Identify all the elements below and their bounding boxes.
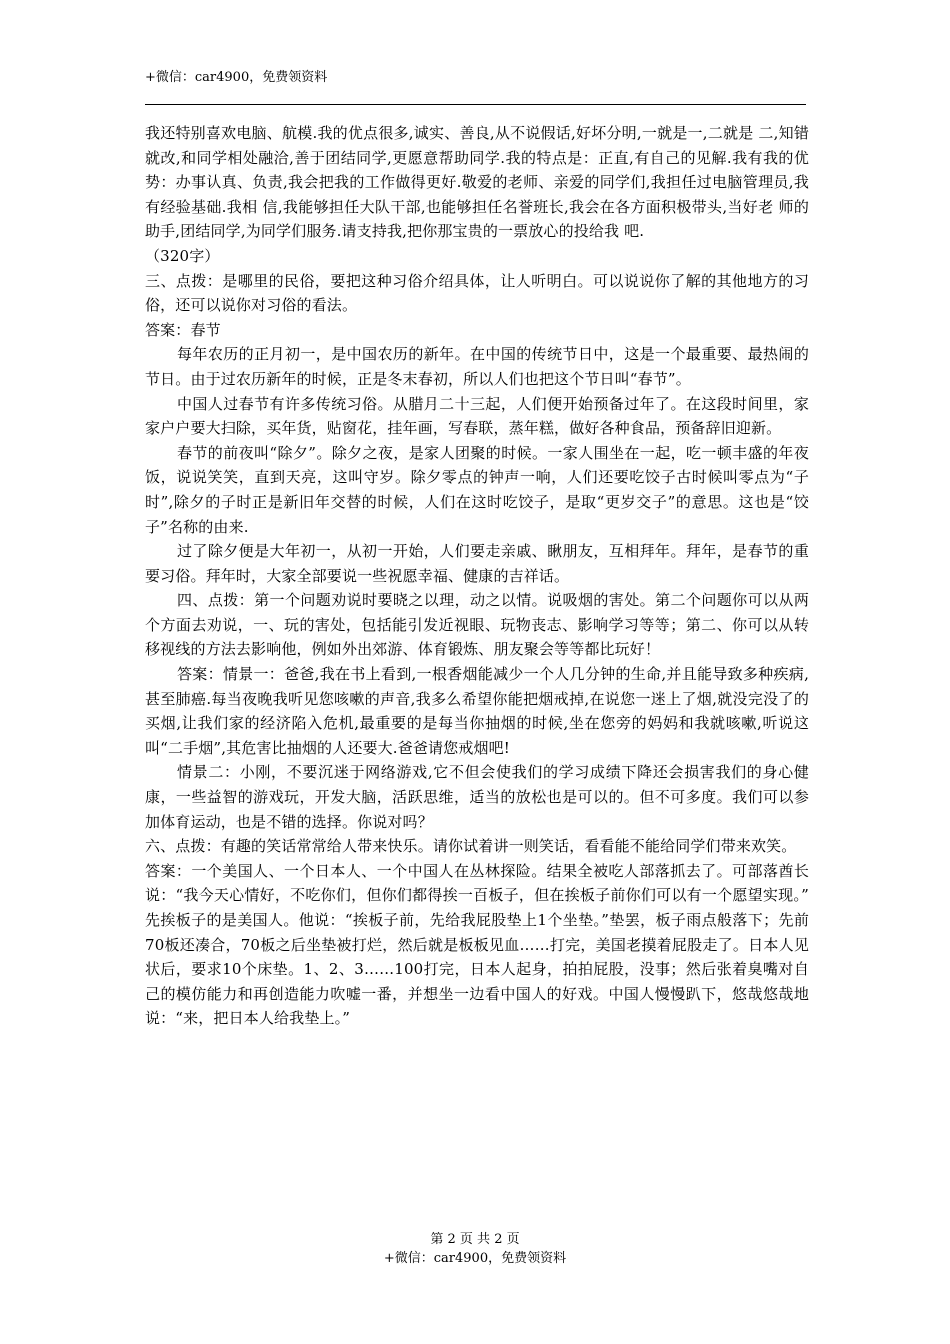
document-body xyxy=(145,121,809,1031)
paragraph: 答案：一个美国人、一个日本人、一个中国人在丛林探险。结果全被吃人部落抓去了。可部落酋长说：“我今天心情好，不吃你们，但你们都得挨一百板子，但在挨板子前你们可以有一个愿望实现。” 先挨板子的是美国人。他说：“挨板子前，先给我屁股垫上1个坐垫。”垫罢，板子雨点般落下；先前70板还凑合，70板之后坐垫被打烂，然后就是板板见血……打完，美国老摸着屁股走了。日本人见状后，要求10个床垫。1、2、3……100打完，日本人起身，拍拍屁股，没事；然后张着臭嘴对自己的模仿能力和再创造能力吹嘘一番，并想坐一边看中国人的好戏。中国人慢慢趴下，悠哉悠哉地说：“来，把日本人给我垫上。” xyxy=(145,861,809,1028)
paragraph: （320字） xyxy=(145,246,220,265)
paragraph: 答案：情景一：爸爸,我在书上看到,一根香烟能减少一个人几分钟的生命,并且能导致多种疾病,甚至肺癌.每当夜晚我听见您咳嗽的声音,我多么希望你能把烟戒掉,在说您一迷上了烟,就没完没了的买烟,让我们家的经济陷入危机,最重要的是每当你抽烟的时候,坐在您旁的妈妈和我就咳嗽,听说这叫“二手烟”,其危害比抽烟的人还要大.爸爸请您戒烟吧! xyxy=(145,665,809,757)
paragraph: 过了除夕便是大年初一，从初一开始，人们要走亲戚、瞅朋友，互相拜年。拜年，是春节的重要习俗。拜年时，大家全部要说一些祝愿幸福、健康的吉祥话。 xyxy=(145,542,809,585)
paragraph: 三、点拨：是哪里的民俗，要把这种习俗介绍具体，让人听明白。可以说说你了解的其他地方的习俗，还可以说你对习俗的看法。 xyxy=(145,271,809,315)
paragraph: 春节的前夜叫“除夕”。除夕之夜，是家人团聚的时候。一家人围坐在一起，吃一顿丰盛的年夜饭，说说笑笑，直到天亮，这叫守岁。除夕零点的钟声一响，人们还要吃饺子古时候叫零点为“子时”,除夕的子时正是新旧年交替的时候，人们在这时吃饺子，是取“更岁交子”的意思。这也是“饺子”名称的由来. xyxy=(145,443,809,536)
footer-note: +微信：car4900，免费领资料 xyxy=(383,1251,567,1266)
header-divider xyxy=(145,104,806,105)
page-number: 第 2 页 共 2 页 xyxy=(430,1232,520,1247)
paragraph: 我还特别喜欢电脑、航模.我的优点很多,诚实、善良,从不说假话,好坏分明,一就是一,二就是 二,知错就改,和同学相处融洽,善于团结同学,更愿意帮助同学.我的特点是：正直,有自己的见解.我有我的优势：办事认真、负责,我会把我的工作做得更好.敬爱的老师、亲爱的同学们,我担任过电脑管理员,我有经验基础.我相 信,我能够担任大队干部,也能够担任名誉班长,我会在各方面积极带头,当好老 师的助手,团结同学,为同学们服务.请支持我,把你那宝贵的一票放心的投给我 吧. xyxy=(145,124,809,241)
page-header: +微信：car4900，免费领资料 xyxy=(145,70,328,85)
paragraph: 六、点拨：有趣的笑话常常给人带来快乐。请你试着讲一则笑话，看看能不能给同学们带来欢笑。 xyxy=(145,837,797,856)
paragraph: 四、点拨：第一个问题劝说时要晓之以理，动之以情。说吸烟的害处。第二个问题你可以从两个方面去劝说，一、玩的害处，包括能引发近视眼、玩物丧志、影响学习等等；第二、你可以从转移视线的方法去影响他，例如外出郊游、体育锻炼、朋友聚会等等都比玩好！ xyxy=(145,591,809,659)
paragraph: 情景二：小刚，不要沉迷于网络游戏,它不但会使我们的学习成绩下降还会损害我们的身心健康，一些益智的游戏玩，开发大脑，活跃思维，适当的放松也是可以的。但不可多度。我们可以参加体育运动，也是不错的选择。你说对吗？ xyxy=(145,763,809,831)
paragraph: 中国人过春节有许多传统习俗。从腊月二十三起，人们便开始预备过年了。在这段时间里，家家户户要大扫除，买年货，贴窗花，挂年画，写春联，蒸年糕，做好各种食品，预备辞旧迎新。 xyxy=(145,394,809,438)
paragraph: 每年农历的正月初一，是中国农历的新年。在中国的传统节日中，这是一个最重要、最热闹的节日。由于过农历新年的时候，正是冬末春初，所以人们也把这个节日叫“春节”。 xyxy=(145,345,809,388)
paragraph: 答案：春节 xyxy=(145,320,221,339)
